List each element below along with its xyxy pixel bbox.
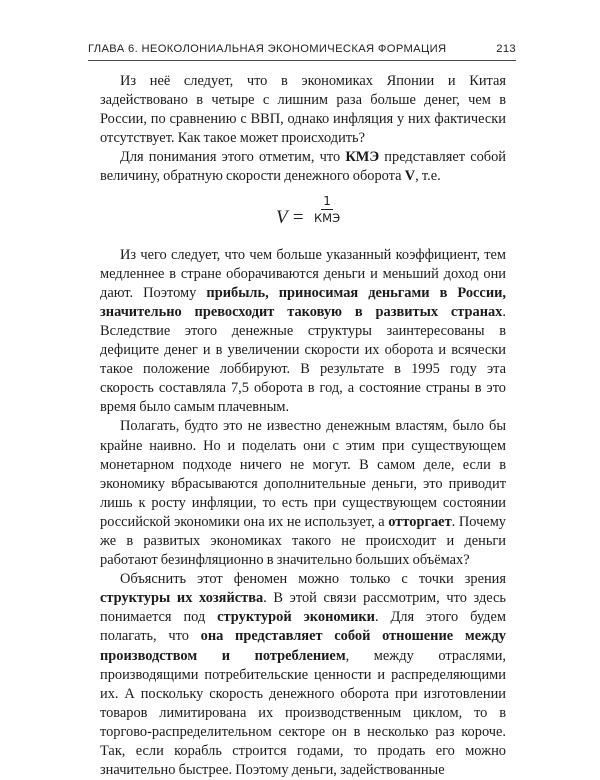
formula-denominator: КМЭ <box>314 210 341 225</box>
body-text <box>100 72 506 780</box>
paragraph-4: Полагать, будто это не известно денежным властям, было бы крайне наивно. Но и поделать они с этим при существующем монетарном подходе ничего не могут. В самом деле, если в экономику вбрасываются дополнительные деньги, это приводит лишь к росту инфляции, то есть при существующем состоянии российской экономики она их не использует, а отторгает. Почему же в развитых экономиках такого не происходит и деньги работают безинфляционно в значительно больших объёмах? <box>100 418 506 569</box>
paragraph-1: Из неё следует, что в экономиках Японии и Китая задействовано в четыре с лишним раза больше денег, чем в России, по сравнению с ВВП, однако инфляция у них фактически отсутствует. Как такое может происходить? <box>100 73 506 147</box>
formula-numerator: 1 <box>323 193 331 208</box>
emphasis-relation: она представляет собой отношение между производством и потреблением <box>100 628 506 664</box>
emphasis-rejects: отторгает <box>388 513 452 530</box>
paragraph-3: Из чего следует, что чем больше указанный коэффициент, тем медленнее в стране оборачиваются деньги и меньший доход они дают. Поэтому прибыль, приносимая деньгами в России, значительно превосходит таковую в развитых странах. Вследствие этого денежные структуры заинтересованы в дефиците денег и в увеличении скорости их оборота и всячески такое положение лоббируют. В результате в 1995 году эта скорость составляла 7,5 оборота в год, а состояние страны в это время было самым плачевным. <box>100 246 507 416</box>
kme-term: КМЭ <box>345 149 380 166</box>
formula-lhs: V = <box>276 206 305 228</box>
emphasis-economy-structure: структурой экономики <box>217 609 375 626</box>
velocity-formula <box>100 188 506 246</box>
chapter-title: ГЛАВА 6. НЕОКОЛОНИАЛЬНАЯ ЭКОНОМИЧЕСКАЯ ФОРМАЦИЯ <box>88 43 447 55</box>
header-rule <box>88 60 516 61</box>
emphasis-profit: прибыль, приносимая деньгами в России, значительно превосходит таковую в развитых странах <box>100 284 507 320</box>
paragraph-5: Объяснить этот феномен можно только с точки зрения структуры их хозяйства. В этой связи рассмотрим, что здесь понимается под структурой экономики. Для этого будем полагать, что она представляет собой отношение между производством и потреблением, между отраслями, производящими потребительские ценности и распределяющими их. А поскольку скорость денежного оборота при изготовлении товаров лимитирована их производственным циклом, то в торгово-распределительном секторе он в несколько раз короче. Так, если корабль строится годами, то продать его можно значительно быстрее. Поэтому деньги, задействованные <box>100 571 506 779</box>
v-term: V <box>404 168 416 185</box>
running-header <box>88 43 516 55</box>
formula-fraction <box>314 194 340 225</box>
page-number: 213 <box>496 43 516 55</box>
paragraph-2: Для понимания этого отметим, что КМЭ представляет собой величину, обратную скорости денежного оборота V, т.е. <box>100 149 506 185</box>
emphasis-structure: структуры их хозяйства <box>100 590 264 607</box>
